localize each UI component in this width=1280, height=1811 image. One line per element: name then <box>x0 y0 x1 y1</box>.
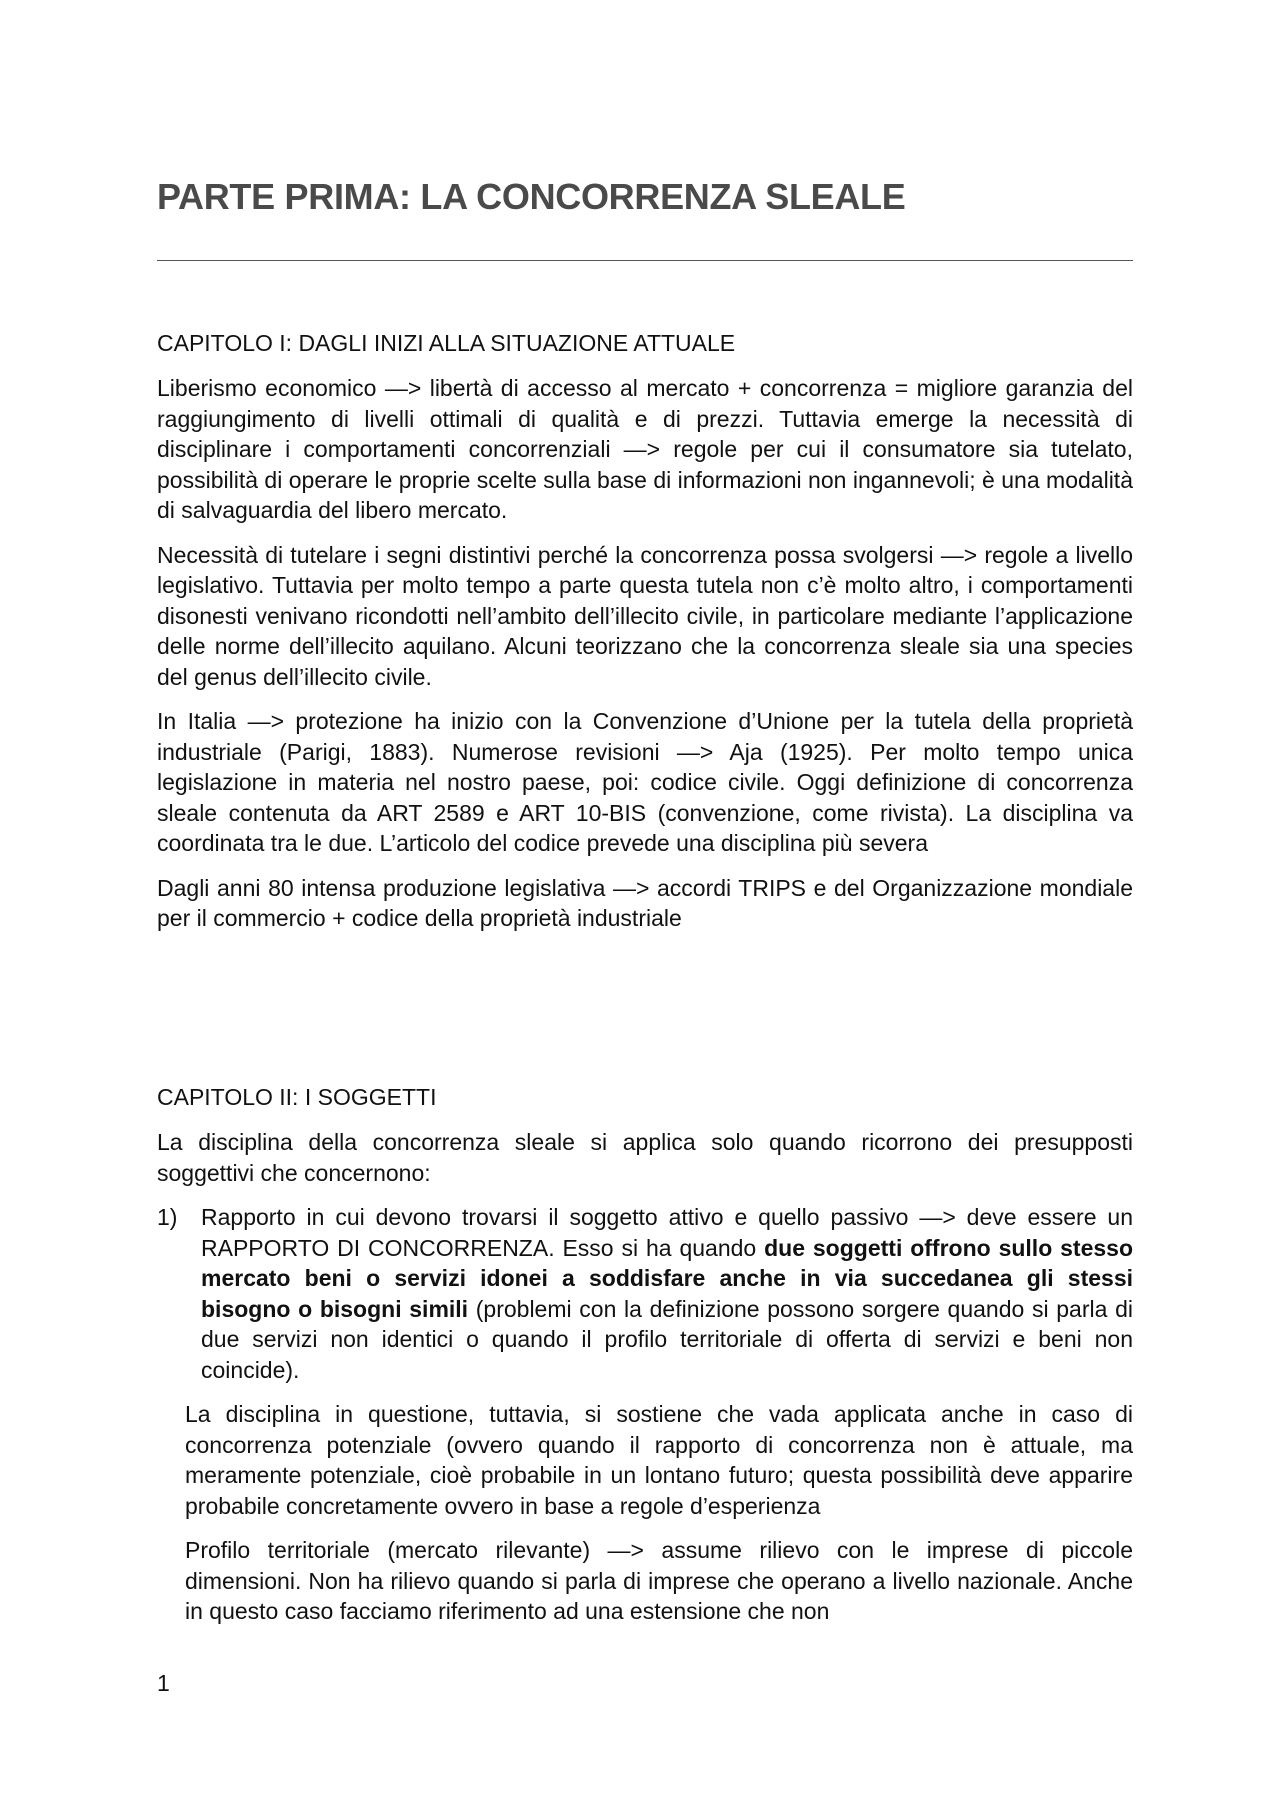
chapter-1-paragraph-1: Liberismo economico —> libertà di accesso al mercato + concorrenza = migliore garanzia del raggiungimento di livelli ottimali di qualità e di prezzi. Tuttavia emerge la necessità di disciplinare i comportamenti concorrenziali —> regole per cui il consumatore sia tutelato, possibilità di operare le proprie scelte sulla base di informazioni non ingannevoli; è una modalità di salvaguardia del libero mercato. <box>157 375 1133 523</box>
chapter-1-paragraph-3: In Italia —> protezione ha inizio con la Convenzione d’Unione per la tutela della proprietà industriale (Parigi, 1883). Numerose revisioni —> Aja (1925). Per molto tempo unica legislazione in materia nel nostro paese, poi: codice civile. Oggi definizione di concorrenza sleale contenuta da ART 2589 e ART 10-BIS (convenzione, come rivista). La disciplina va coordinata tra le due. L’articolo del codice prevede una disciplina più severa <box>157 708 1133 856</box>
page-number: 1 <box>157 1670 170 1696</box>
list-item-text-before: Rapporto in cui devono trovarsi il soggetto attivo e quello passivo —> deve essere un RAPPORTO DI CONCORRENZA. Esso si ha quando <box>201 1204 1133 1261</box>
indented-paragraph-2: Profilo territoriale (mercato rilevante) —> assume rilievo con le imprese di piccole dimensioni. Non ha rilievo quando si parla di imprese che operano a livello nazionale. Anche in questo caso facciamo riferimento ad una estensione che non <box>185 1537 1133 1624</box>
chapter-2-section <box>157 1081 1133 1627</box>
indented-paragraph-1: La disciplina in questione, tuttavia, si sostiene che vada applicata anche in caso di concorrenza potenziale (ovvero quando il rapporto di concorrenza non è attuale, ma meramente potenziale, cioè probabile in un lontano futuro; questa possibilità deve apparire probabile concretamente ovvero in base a regole d’esperienza <box>185 1401 1133 1519</box>
title-divider <box>157 260 1133 261</box>
chapter-2-heading: CAPITOLO II: I SOGGETTI <box>157 1084 437 1110</box>
chapter-1-heading: CAPITOLO I: DAGLI INIZI ALLA SITUAZIONE ATTUALE <box>157 330 736 356</box>
list-item-1 <box>157 1202 1133 1385</box>
list-item-text-after: (problemi con la definizione possono sorgere quando si parla di due servizi non identici o quando il profilo territoriale di offerta di servizi e beni non coincide). <box>201 1295 1133 1383</box>
list-item-bold-definition: due soggetti offrono sullo stesso mercato beni o servizi idonei a soddisfare anche in via succedanea gli stessi bisogno o bisogni simili <box>201 1234 1134 1322</box>
chapter-1-paragraph-2: Necessità di tutelare i segni distintivi perché la concorrenza possa svolgersi —> regole a livello legislativo. Tuttavia per molto tempo a parte questa tutela non c’è molto altro, i comportamenti disonesti venivano ricondotti nell’ambito dell’illecito civile, in particolare mediante l’applicazione delle norme dell’illecito aquilano. Alcuni teorizzano che la concorrenza sleale sia una species del genus dell’illecito civile. <box>157 541 1133 690</box>
chapter-2-intro: La disciplina della concorrenza sleale si applica solo quando ricorrono dei presupposti soggettivi che concernono: <box>157 1129 1133 1186</box>
chapter-1-paragraph-4: Dagli anni 80 intensa produzione legislativa —> accordi TRIPS e del Organizzazione mondiale per il commercio + codice della proprietà industriale <box>157 874 1133 931</box>
list-number: 1) <box>157 1204 178 1230</box>
page-title: PARTE PRIMA: LA CONCORRENZA SLEALE <box>157 176 906 217</box>
chapter-1-section <box>157 327 1133 934</box>
